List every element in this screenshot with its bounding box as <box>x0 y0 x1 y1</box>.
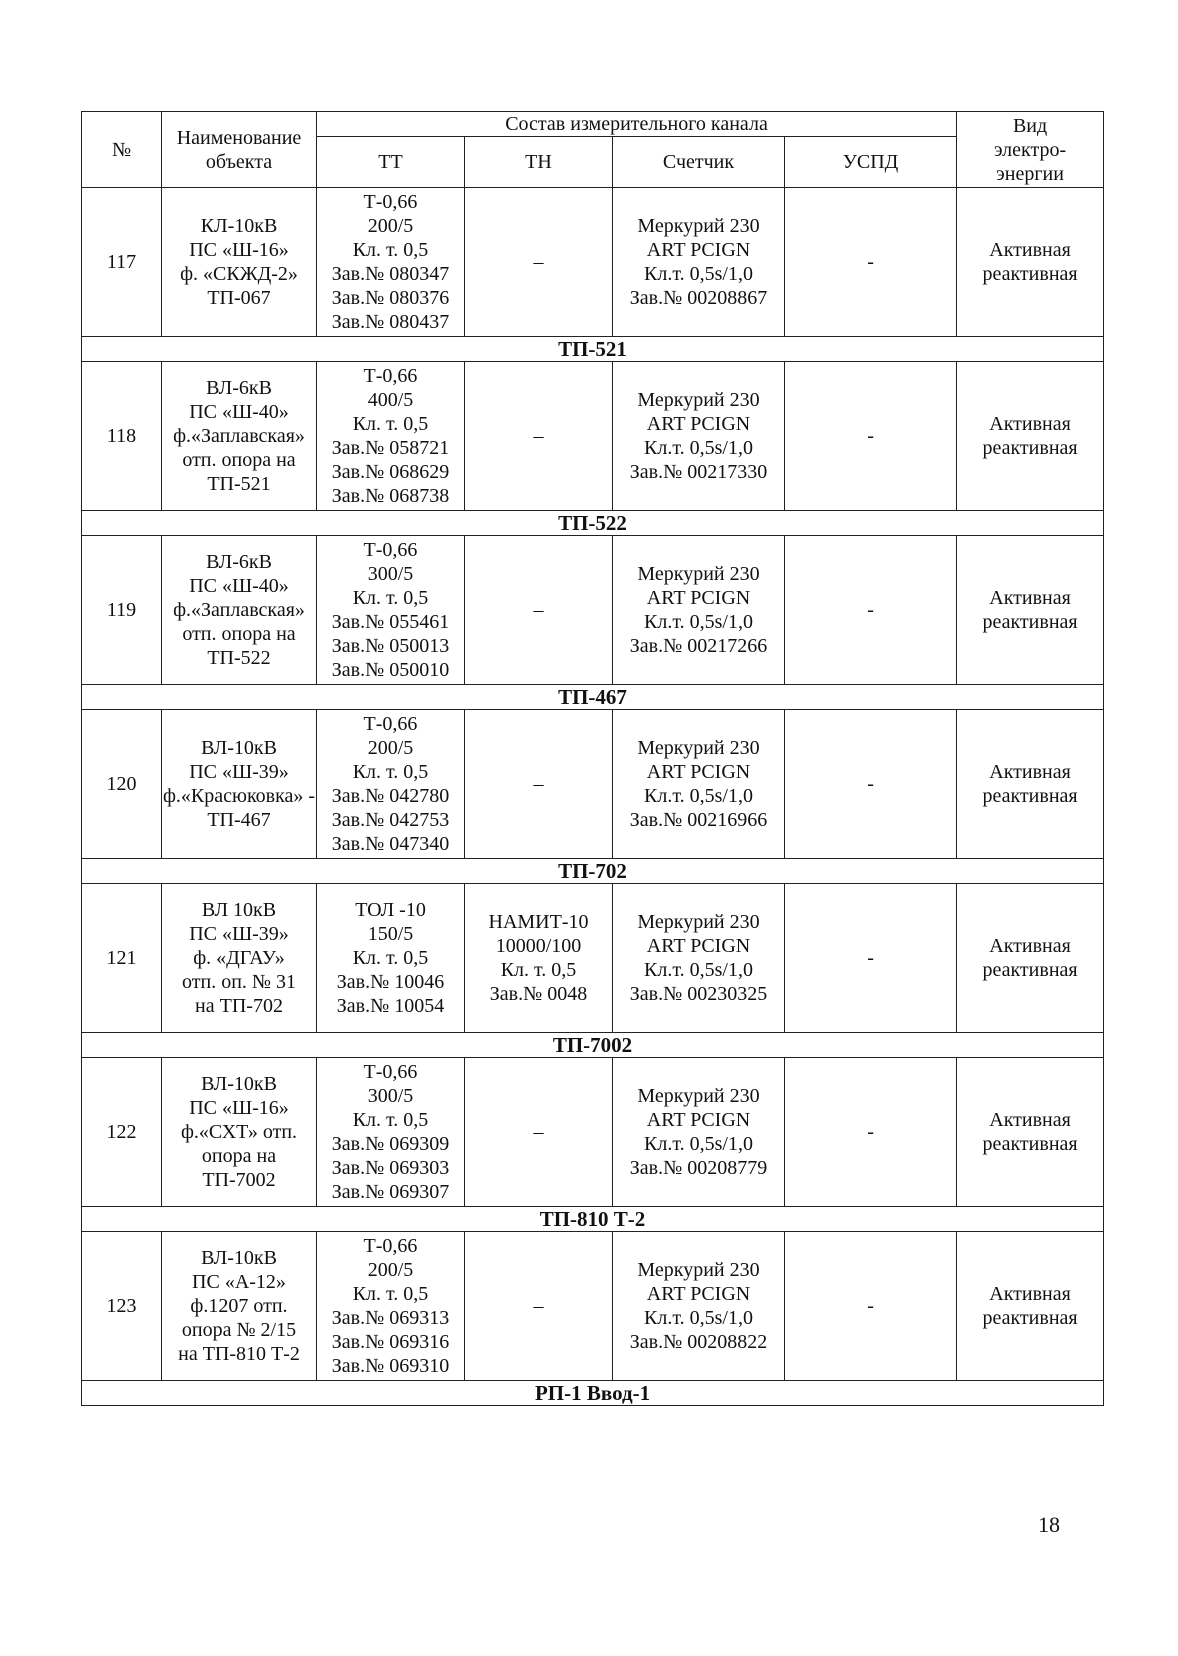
row-number: 121 <box>82 884 162 1033</box>
object-name: ВЛ-6кВ ПС «Ш-40» ф.«Заплавская» отп. опора на ТП-521 <box>162 362 317 511</box>
tt-cell: Т-0,66 200/5 Кл. т. 0,5 Зав.№ 080347 Зав.№ 080376 Зав.№ 080437 <box>317 188 465 337</box>
header-tn: ТН <box>465 137 613 188</box>
header-meter: Счетчик <box>613 137 785 188</box>
row-number: 119 <box>82 536 162 685</box>
tt-cell: Т-0,66 300/5 Кл. т. 0,5 Зав.№ 069309 Зав.№ 069303 Зав.№ 069307 <box>317 1058 465 1207</box>
row-number: 122 <box>82 1058 162 1207</box>
energy-type-cell: Активная реактивная <box>957 362 1104 511</box>
uspd-cell: - <box>785 710 957 859</box>
energy-type-cell: Активная реактивная <box>957 1058 1104 1207</box>
section-heading: РП-1 Ввод-1 <box>82 1381 1104 1406</box>
tn-cell: – <box>465 188 613 337</box>
object-name: ВЛ 10кВ ПС «Ш-39» ф. «ДГАУ» отп. оп. № 31 на ТП-702 <box>162 884 317 1033</box>
object-name: ВЛ-6кВ ПС «Ш-40» ф.«Заплавская» отп. опора на ТП-522 <box>162 536 317 685</box>
meter-cell: Меркурий 230 ART PCIGN Кл.т. 0,5s/1,0 Зав.№ 00217266 <box>613 536 785 685</box>
energy-type-cell: Активная реактивная <box>957 710 1104 859</box>
table-row <box>82 1232 1104 1381</box>
tt-cell: Т-0,66 300/5 Кл. т. 0,5 Зав.№ 055461 Зав.№ 050013 Зав.№ 050010 <box>317 536 465 685</box>
section-heading: ТП-7002 <box>82 1033 1104 1058</box>
header-channel-composition: Состав измерительного канала <box>317 112 957 137</box>
tn-cell: – <box>465 1058 613 1207</box>
tn-cell: НАМИТ-10 10000/100 Кл. т. 0,5 Зав.№ 0048 <box>465 884 613 1033</box>
section-heading: ТП-521 <box>82 337 1104 362</box>
header-tt: ТТ <box>317 137 465 188</box>
row-number: 117 <box>82 188 162 337</box>
uspd-cell: - <box>785 884 957 1033</box>
uspd-cell: - <box>785 188 957 337</box>
energy-type-cell: Активная реактивная <box>957 536 1104 685</box>
object-name: ВЛ-10кВ ПС «А-12» ф.1207 отп. опора № 2/15 на ТП-810 Т-2 <box>162 1232 317 1381</box>
tt-cell: ТОЛ -10 150/5 Кл. т. 0,5 Зав.№ 10046 Зав.№ 10054 <box>317 884 465 1033</box>
uspd-cell: - <box>785 536 957 685</box>
uspd-cell: - <box>785 1058 957 1207</box>
tt-cell: Т-0,66 200/5 Кл. т. 0,5 Зав.№ 042780 Зав.№ 042753 Зав.№ 047340 <box>317 710 465 859</box>
header-uspd: УСПД <box>785 137 957 188</box>
energy-type-cell: Активная реактивная <box>957 884 1104 1033</box>
object-name: ВЛ-10кВ ПС «Ш-39» ф.«Красюковка» - ТП-467 <box>162 710 317 859</box>
section-heading: ТП-467 <box>82 685 1104 710</box>
header-energy-type: Вид электро- энергии <box>957 112 1104 188</box>
header-num: № <box>82 112 162 188</box>
table-row <box>82 884 1104 1033</box>
row-number: 118 <box>82 362 162 511</box>
meter-cell: Меркурий 230 ART PCIGN Кл.т. 0,5s/1,0 Зав.№ 00208822 <box>613 1232 785 1381</box>
table-row <box>82 536 1104 685</box>
table-row <box>82 188 1104 337</box>
tt-cell: Т-0,66 400/5 Кл. т. 0,5 Зав.№ 058721 Зав.№ 068629 Зав.№ 068738 <box>317 362 465 511</box>
meter-cell: Меркурий 230 ART PCIGN Кл.т. 0,5s/1,0 Зав.№ 00216966 <box>613 710 785 859</box>
tn-cell: – <box>465 1232 613 1381</box>
uspd-cell: - <box>785 362 957 511</box>
header-object-name: Наименование объекта <box>162 112 317 188</box>
energy-type-cell: Активная реактивная <box>957 1232 1104 1381</box>
section-heading: ТП-702 <box>82 859 1104 884</box>
table-row <box>82 710 1104 859</box>
energy-type-cell: Активная реактивная <box>957 188 1104 337</box>
tn-cell: – <box>465 362 613 511</box>
table-row <box>82 362 1104 511</box>
object-name: КЛ-10кВ ПС «Ш-16» ф. «СКЖД-2» ТП-067 <box>162 188 317 337</box>
meter-cell: Меркурий 230 ART PCIGN Кл.т. 0,5s/1,0 Зав.№ 00230325 <box>613 884 785 1033</box>
meter-cell: Меркурий 230 ART PCIGN Кл.т. 0,5s/1,0 Зав.№ 00208779 <box>613 1058 785 1207</box>
page-number: 18 <box>1038 1512 1060 1537</box>
tn-cell: – <box>465 536 613 685</box>
uspd-cell: - <box>785 1232 957 1381</box>
tt-cell: Т-0,66 200/5 Кл. т. 0,5 Зав.№ 069313 Зав.№ 069316 Зав.№ 069310 <box>317 1232 465 1381</box>
meter-cell: Меркурий 230 ART PCIGN Кл.т. 0,5s/1,0 Зав.№ 00217330 <box>613 362 785 511</box>
meter-cell: Меркурий 230 ART PCIGN Кл.т. 0,5s/1,0 Зав.№ 00208867 <box>613 188 785 337</box>
section-heading: ТП-522 <box>82 511 1104 536</box>
measurement-channels-table <box>81 111 1104 1406</box>
tn-cell: – <box>465 710 613 859</box>
row-number: 123 <box>82 1232 162 1381</box>
table-row <box>82 1058 1104 1207</box>
object-name: ВЛ-10кВ ПС «Ш-16» ф.«СХТ» отп. опора на ТП-7002 <box>162 1058 317 1207</box>
section-heading: ТП-810 Т-2 <box>82 1207 1104 1232</box>
row-number: 120 <box>82 710 162 859</box>
